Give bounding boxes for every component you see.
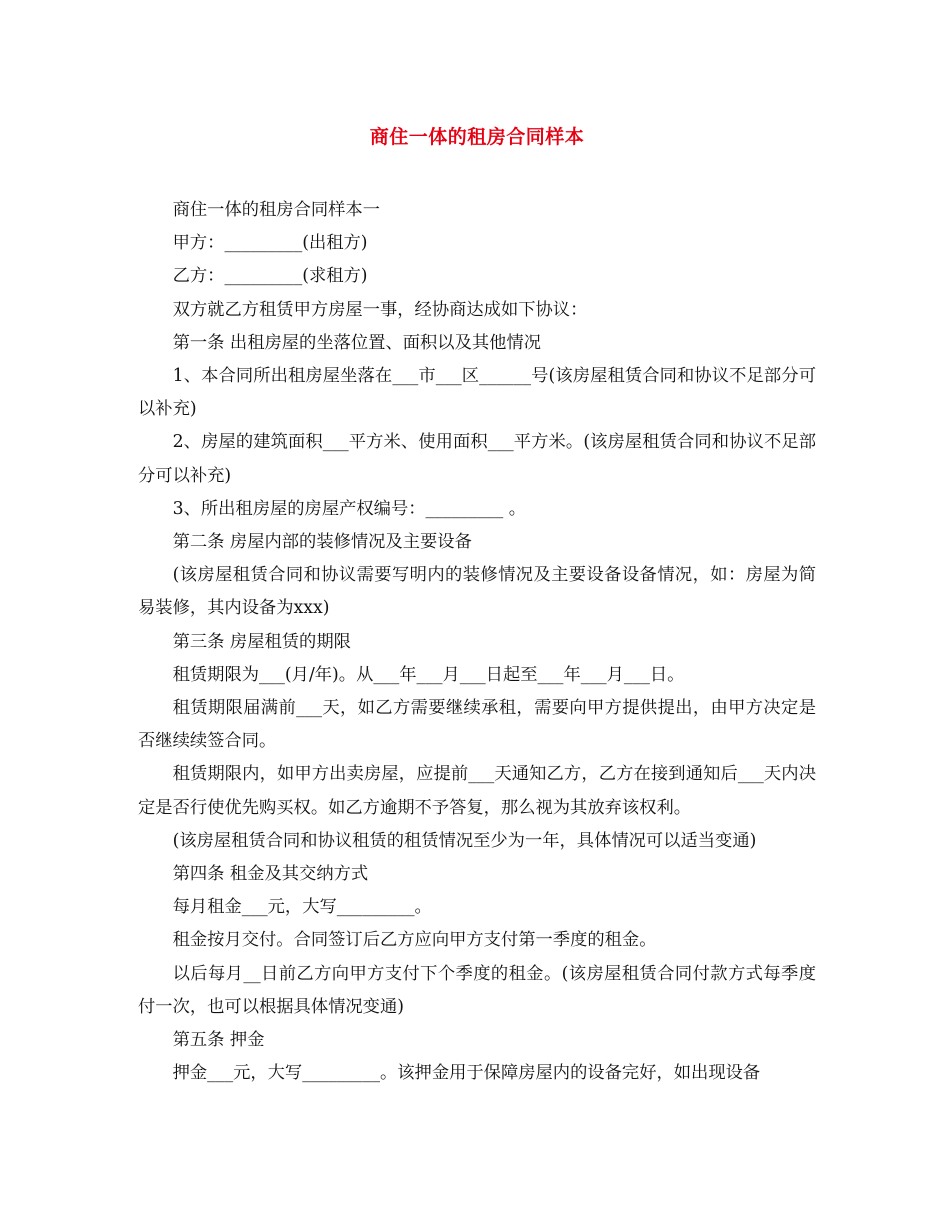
document-body [138, 194, 816, 1090]
article-heading: 第四条 租金及其交纳方式 [172, 864, 369, 885]
contract-subtitle: 商住一体的租房合同样本一 [172, 200, 380, 220]
party-a-line: 甲方：_________(出租方) [172, 233, 368, 254]
paragraph: 租赁期限内，如甲方出卖房屋，应提前___天通知乙方，乙方在接到通知后___天内决定是否行使优先购买权。如乙方逾期不予答复，那么视为其放弃该权利。 [138, 764, 816, 818]
article-heading: 第二条 房屋内部的装修情况及主要设备 [172, 532, 472, 553]
article-heading: 第五条 押金 [172, 1030, 265, 1051]
paragraph: 3、所出租房屋的房屋产权编号：_________ 。 [172, 498, 527, 519]
paragraph: 1、本合同所出租房屋坐落在___市___区______号(该房屋租赁合同和协议不足部分可以补充) [138, 366, 816, 420]
paragraph: 租赁期限届满前___天，如乙方需要继续承租，需要向甲方提供提出，由甲方决定是否继续续签合同。 [138, 698, 816, 752]
paragraph: 租赁期限为___(月/年)。从___年___月___日起至___年___月___日。 [172, 664, 685, 685]
party-b-line: 乙方：_________(求租方) [172, 266, 368, 287]
article-heading: 第一条 出租房屋的坐落位置、面积以及其他情况 [172, 332, 541, 353]
paragraph: 以后每月__日前乙方向甲方支付下个季度的租金。(该房屋租赁合同付款方式每季度付一次，也可以根据具体情况变通) [138, 963, 816, 1017]
agreement-intro: 双方就乙方租赁甲方房屋一事，经协商达成如下协议： [172, 299, 588, 320]
paragraph: (该房屋租赁合同和协议需要写明内的装修情况及主要设备设备情况，如：房屋为简易装修，其内设备为xxx) [138, 565, 816, 619]
document-title: 商住一体的租房合同样本 [369, 126, 585, 148]
paragraph: 租金按月交付。合同签订后乙方应向甲方支付第一季度的租金。 [172, 930, 657, 951]
article-heading: 第三条 房屋租赁的期限 [172, 631, 351, 652]
paragraph: 每月租金___元，大写_________。 [172, 897, 432, 918]
paragraph: (该房屋租赁合同和协议租赁的租赁情况至少为一年，具体情况可以适当变通) [172, 830, 757, 851]
paragraph: 2、房屋的建筑面积___平方米、使用面积___平方米。(该房屋租赁合同和协议不足部分可以补充) [138, 432, 816, 486]
paragraph: 押金___元，大写_________。该押金用于保障房屋内的设备完好，如出现设备 [172, 1063, 761, 1084]
